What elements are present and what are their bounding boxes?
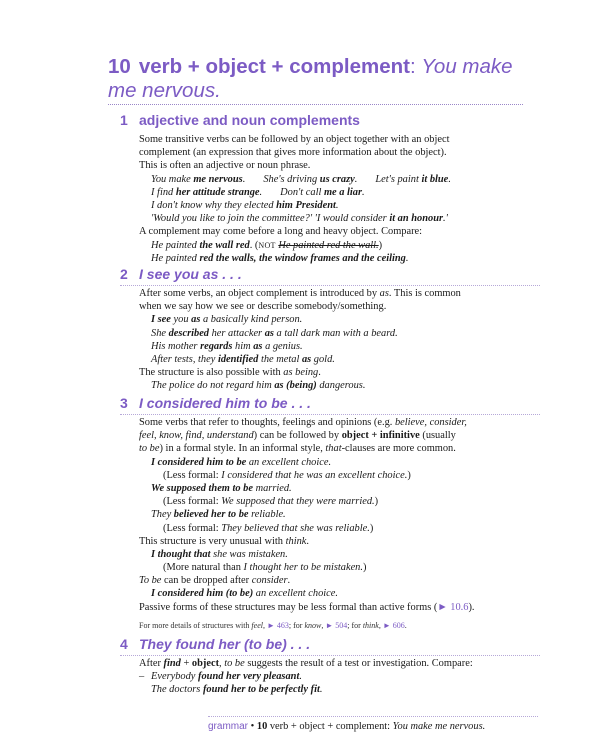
example: I don't know why they elected him President. [151, 199, 339, 211]
cross-reference-link[interactable]: ► 463 [266, 620, 289, 630]
title-italic-2: me nervous. [108, 79, 221, 102]
example: I considered him (to be) an excellent choice. [151, 588, 338, 600]
example: He painted the wall red. (NOT He painted red the wall.) [151, 239, 383, 251]
section-2: 2 I see you as . . . After some verbs, an object complement is introduced by as. This is common when we say how we see or describe somebody/something. I see you as a basically kind person. She described her attacker as a tall dark man with a beard. His mother regards him as a genius. After tests, they identified the metal as gold. The structure is also possible with as being. The police do not regard him as (being) dangerous. [120, 264, 540, 393]
title-rule [108, 104, 523, 105]
example: – Everybody found her very pleasant. [139, 671, 302, 683]
example: We supposed them to be married. [151, 482, 292, 494]
page-title: 10 verb + object + complement: You make me nervous. [108, 55, 513, 102]
example: They believed her to be reliable. [151, 509, 286, 521]
section-4: 4 They found her (to be) . . . After find + object, to be suggests the result of a test or investigation. Compare: – Everybody found her very pleasant. The doctors found her to be perfectly fit. [120, 634, 540, 697]
cross-reference-link[interactable]: ► 606 [382, 620, 405, 630]
cross-reference-link[interactable]: ► 504 [325, 620, 348, 630]
example: You make me nervous. She's driving us crazy. Let's paint it blue. [151, 173, 451, 185]
example: After tests, they identified the metal as gold. [151, 353, 335, 365]
example: 'Would you like to join the committee?' 'I would consider it an honour.' [151, 213, 448, 225]
footnote: For more details of structures with feel, ► 463; for know, ► 504; for think, ► 606. [139, 620, 407, 630]
page-footer: grammar • 10 verb + object + complement: You make me nervous. [208, 716, 538, 732]
section-2-heading: 2 I see you as . . . [120, 264, 540, 284]
title-number: 10 [108, 55, 131, 78]
section-3-heading: 3 I considered him to be . . . [120, 393, 540, 413]
cross-reference-link[interactable]: ► 10.6 [437, 601, 469, 613]
section-1-heading: 1 adjective and noun complements [120, 112, 360, 128]
example: I thought that she was mistaken. [151, 548, 288, 560]
section-1: 1 adjective and noun complements Some transitive verbs can be followed by an object together with an object complement (an expression that gives more information about the object). This is often an adjective or noun phrase. You make me nervous. She's driving us crazy. Let's paint it blue. I find her attitude strange. Don't call me a liar. I don't know why they elected him President. 'Would you like to join the committee?' 'I would consider it an honour.' A complement may come before a long and heavy object. Compare: He painted the wall red. (NOT He painted red the wall.) He painted red the walls, the window frames and the ceiling. [120, 110, 540, 265]
example: I considered him to be an excellent choice. [151, 456, 332, 468]
example: His mother regards him as a genius. [151, 340, 303, 352]
example: The doctors found her to be perfectly fit. [151, 684, 323, 696]
title-italic-1: You make [421, 55, 513, 78]
title-bold: verb + object + complement [138, 55, 410, 78]
example: I find her attitude strange. Don't call me a liar. [151, 186, 365, 198]
example: He painted red the walls, the window frames and the ceiling. [151, 252, 409, 264]
example: The police do not regard him as (being) dangerous. [151, 380, 366, 392]
example: I see you as a basically kind person. [151, 314, 303, 326]
example: She described her attacker as a tall dark man with a beard. [151, 327, 398, 339]
section-4-heading: 4 They found her (to be) . . . [120, 634, 540, 654]
section-3: 3 I considered him to be . . . Some verbs that refer to thoughts, feelings and opinions (e.g. believe, consider, feel, know, find, understand) can be followed by object + infinitive (usually to be) in a formal style. In an informal style, that-clauses are more common. I considered him to be an excellent choice. (Less formal: I considered that he was an excellent choice.) We supposed them to be married. (Less formal: We supposed that they were married.) They believed her to be reliable. (Less formal: They believed that she was reliable.) This structure is very unusual with think. I thought that she was mistaken. (More natural than I thought her to be mistaken.) To be can be dropped after consider. I considered him (to be) an excellent choice. Passive forms of these structures may be less formal than active forms (► 10.6). For more details of structures with feel, ► 463; for know, ► 504; for think, ► 606. [120, 393, 540, 632]
